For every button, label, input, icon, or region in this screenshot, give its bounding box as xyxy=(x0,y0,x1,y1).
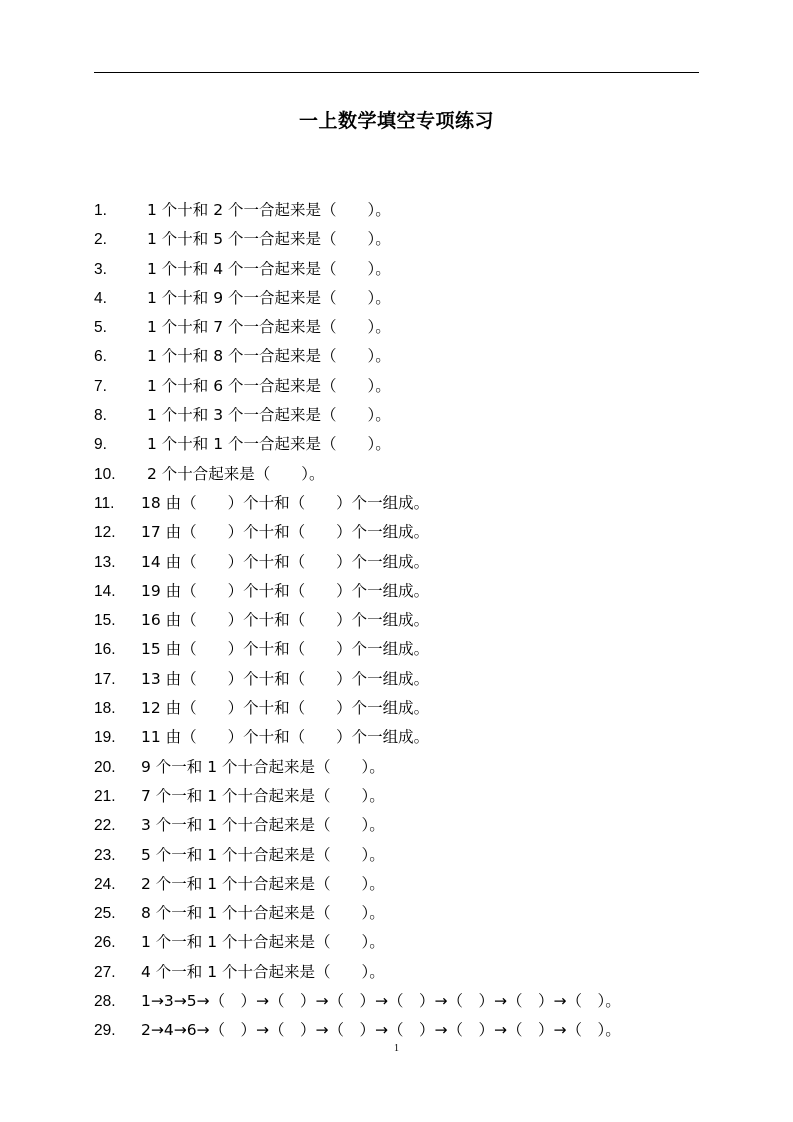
question-item xyxy=(94,284,714,313)
question-number: 14. xyxy=(94,582,116,600)
question-item xyxy=(94,665,714,694)
question-text: 1 个十和 2 个一合起来是（ ）。 xyxy=(147,201,391,219)
question-text: 3 个一和 1 个十合起来是（ ）。 xyxy=(141,816,385,835)
question-text: 1 个十和 4 个一合起来是（ ）。 xyxy=(147,259,391,278)
question-text: 1 个十和 8 个一合起来是（ ）。 xyxy=(147,347,391,366)
question-item xyxy=(94,342,714,371)
question-number: 11. xyxy=(94,494,115,512)
question-number: 20. xyxy=(94,758,116,776)
question-item xyxy=(94,928,714,957)
question-number: 8. xyxy=(94,407,107,425)
question-number: 21. xyxy=(94,787,116,805)
question-number: 16. xyxy=(94,641,116,659)
question-number: 26. xyxy=(94,934,116,952)
question-item xyxy=(94,430,714,459)
question-text: 1 个十和 1 个一合起来是（ ）。 xyxy=(147,435,391,454)
question-item xyxy=(94,753,714,782)
question-number: 13. xyxy=(94,553,116,571)
question-number: 17. xyxy=(94,670,116,688)
question-number: 4. xyxy=(94,289,107,307)
question-number: 3. xyxy=(94,260,107,278)
question-text: 2 个一和 1 个十合起来是（ ）。 xyxy=(141,874,385,893)
question-number: 28. xyxy=(94,993,116,1011)
question-number: 6. xyxy=(94,348,107,366)
question-number: 24. xyxy=(94,875,116,893)
question-item xyxy=(94,841,714,870)
question-text: 14 由（ ）个十和（ ）个一组成。 xyxy=(141,552,430,571)
question-text: 9 个一和 1 个十合起来是（ ）。 xyxy=(141,757,385,776)
question-item xyxy=(94,606,714,635)
question-item xyxy=(94,958,714,987)
question-item xyxy=(94,723,714,752)
question-text: 1 个十和 7 个一合起来是（ ）。 xyxy=(147,318,391,337)
question-number: 29. xyxy=(94,1022,116,1040)
question-text: 18 由（ ）个十和（ ）个一组成。 xyxy=(141,493,430,512)
question-number: 9. xyxy=(94,436,107,454)
question-item xyxy=(94,635,714,664)
question-number: 15. xyxy=(94,612,116,630)
question-number: 25. xyxy=(94,905,116,923)
question-item xyxy=(94,1016,714,1045)
question-number: 27. xyxy=(94,963,116,981)
question-text: 1 个一和 1 个十合起来是（ ）。 xyxy=(141,933,385,952)
question-text: 17 由（ ）个十和（ ）个一组成。 xyxy=(141,523,430,542)
question-number: 7. xyxy=(94,377,107,395)
question-number: 19. xyxy=(94,729,116,747)
question-text: 16 由（ ）个十和（ ）个一组成。 xyxy=(141,611,430,630)
question-text: 15 由（ ）个十和（ ）个一组成。 xyxy=(141,640,430,659)
question-item xyxy=(94,870,714,899)
question-number: 1. xyxy=(94,202,107,219)
question-item xyxy=(94,313,714,342)
question-text: 5 个一和 1 个十合起来是（ ）。 xyxy=(141,845,385,864)
question-number: 2. xyxy=(94,231,107,249)
question-text: 7 个一和 1 个十合起来是（ ）。 xyxy=(141,786,385,805)
question-item xyxy=(94,694,714,723)
question-item xyxy=(94,518,714,547)
question-text: 2 个十合起来是（ ）。 xyxy=(147,464,325,483)
question-item xyxy=(94,811,714,840)
question-text: 8 个一和 1 个十合起来是（ ）。 xyxy=(141,904,385,923)
question-number: 18. xyxy=(94,700,116,718)
question-item xyxy=(94,489,714,518)
page-title: 一上数学填空专项练习 xyxy=(298,110,494,132)
question-number: 22. xyxy=(94,817,116,835)
page-number: 1 xyxy=(394,1043,399,1054)
question-item xyxy=(94,401,714,430)
question-number: 10. xyxy=(94,465,116,483)
question-text: 4 个一和 1 个十合起来是（ ）。 xyxy=(141,962,385,981)
question-text: 11 由（ ）个十和（ ）个一组成。 xyxy=(141,728,430,747)
question-text: 1 个十和 5 个一合起来是（ ）。 xyxy=(147,230,391,249)
question-list xyxy=(94,196,714,1046)
question-item xyxy=(94,255,714,284)
header-rule xyxy=(94,72,699,73)
question-item xyxy=(94,196,714,225)
question-text: 1 个十和 6 个一合起来是（ ）。 xyxy=(147,376,391,395)
question-item xyxy=(94,899,714,928)
question-item xyxy=(94,987,714,1016)
question-text: 13 由（ ）个十和（ ）个一组成。 xyxy=(141,669,430,688)
question-item xyxy=(94,782,714,811)
question-text: 1 个十和 9 个一合起来是（ ）。 xyxy=(147,288,391,307)
question-text: 19 由（ ）个十和（ ）个一组成。 xyxy=(141,581,430,600)
question-item xyxy=(94,460,714,489)
question-number: 23. xyxy=(94,846,116,864)
question-text: 2→4→6→（ ）→（ ）→（ ）→（ ）→（ ）→（ ）→（ ）。 xyxy=(141,1021,621,1040)
question-item xyxy=(94,548,714,577)
question-item xyxy=(94,372,714,401)
question-number: 12. xyxy=(94,524,116,542)
question-number: 5. xyxy=(94,319,107,337)
question-text: 1 个十和 3 个一合起来是（ ）。 xyxy=(147,406,391,425)
question-text: 1→3→5→（ ）→（ ）→（ ）→（ ）→（ ）→（ ）→（ ）。 xyxy=(141,992,621,1011)
question-item xyxy=(94,577,714,606)
question-text: 12 由（ ）个十和（ ）个一组成。 xyxy=(141,699,430,718)
question-item xyxy=(94,225,714,254)
